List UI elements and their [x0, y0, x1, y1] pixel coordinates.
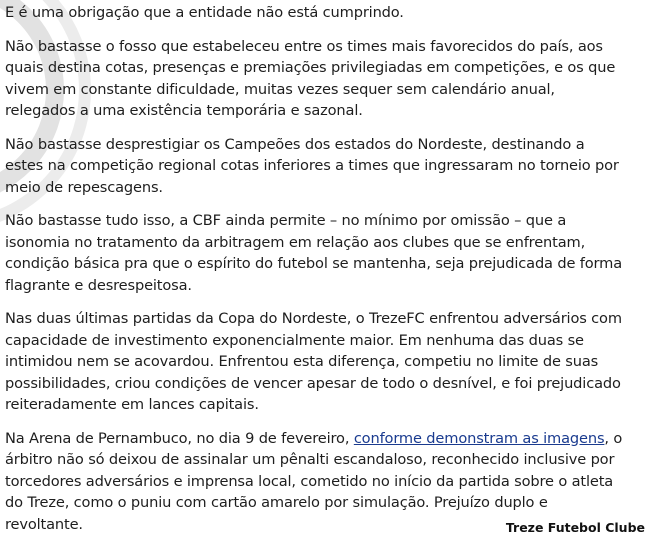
signature-organization: Treze Futebol Clube [505, 520, 645, 535]
paragraph-cbf-refereeing: Não bastasse tudo isso, a CBF ainda permite – no mínimo por omissão – que a isonomia no tratamento da arbitragem em relação aos clubes que se enfrentam, condição básica pra que o espírito do futebol se mantenha, seja prejudicada de forma flagrante e desrespeitosa. [5, 212, 622, 294]
signature [506, 520, 645, 536]
paragraph-copa-nordeste: Nas duas últimas partidas da Copa do Nordeste, o TrezeFC enfrentou adversários com capacidade de investimento exponencialmente maior. Em nenhuma das duas se intimidou nem se acovardou. Enfrentou esta diferença, competiu no limite de suas possibilidades, criou condições de vencer apesar de todo o desnível, e foi prejudicado reiteradamente em lances capitais. [5, 310, 622, 413]
paragraph-obligation: E é uma obrigação que a entidade não está cumprindo. [5, 4, 404, 21]
paragraph-text-after-link: , o árbitro não só deixou de assinalar um pênalti escandaloso, reconhecido inclusive por torcedores adversários e imprensa local, cometido no início da partida sobre o atleta do Treze, como o puniu com cartão amarelo por simulação. Prejuízo duplo e revoltante. [5, 429, 623, 533]
article-body [5, 2, 625, 547]
images-link[interactable]: conforme demonstram as imagens [353, 429, 605, 447]
paragraph-gap-between-teams: Não bastasse o fosso que estabeleceu entre os times mais favorecidos do país, aos quais destina cotas, presenças e premiações privilegiadas em competições, e os que vivem em constante dificuldade, muitas vezes sequer sem calendário anual, relegados a uma existência temporária e sazonal. [5, 37, 616, 119]
paragraph-arena-pernambuco [5, 428, 625, 536]
paragraph-text-before-link: Na Arena de Pernambuco, no dia 9 de fevereiro, [5, 429, 354, 447]
paragraph-northeast-champions: Não bastasse desprestigiar os Campeões dos estados do Nordeste, destinando a estes na competição regional cotas inferiores a times que ingressaram no torneio por meio de repescagens. [5, 135, 619, 196]
